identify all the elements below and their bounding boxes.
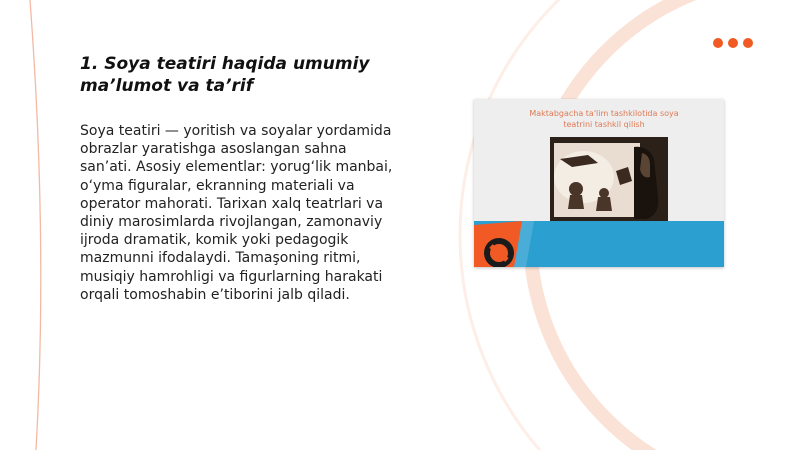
thumbnail-title-line: Maktabgacha ta'lim tashkilotida soya <box>529 109 679 118</box>
dot <box>713 38 723 48</box>
thumbnail-title <box>504 108 704 130</box>
body-line: Soya teatiri — yoritish va soyalar yordamida <box>80 123 392 139</box>
slide-body <box>80 122 416 304</box>
thumbnail-footer <box>474 221 724 267</box>
shadow-theatre-photo <box>550 137 668 221</box>
dots-menu-icon <box>713 38 753 48</box>
body-line: operator mahorati. Tarixan xalq teatrlari va <box>80 195 384 212</box>
body-line: mazmunni ifodalaydi. Tamaşoning ritmi, <box>80 250 361 267</box>
thumbnail-title-line: teatrini tashkil qilish <box>563 120 645 129</box>
dot <box>743 38 753 48</box>
slide-thumbnail <box>474 99 724 267</box>
body-line: musiqiy hamrohligi va figurlarning harakati <box>80 268 383 285</box>
dot <box>728 38 738 48</box>
slide-title-line: 1. Soya teatiri haqida umumiy <box>80 54 370 74</box>
body-line: o‘yma figuralar, ekranning materiali va <box>80 177 355 194</box>
body-line: diniy marosimlarda rivojlangan, zamonaviy <box>80 214 383 231</box>
slide-title <box>80 53 400 97</box>
body-line: orqali tomoshabin e’tiborini jalb qiladi. <box>80 286 350 303</box>
body-line: ijroda dramatik, komik yoki pedagogik <box>80 232 349 249</box>
body-line: san’ati. Asosiy elementlar: yorug‘lik manbai, <box>80 159 393 176</box>
body-line: obrazlar yaratishga asoslangan sahna <box>80 141 347 158</box>
slide-title-line: ma’lumot va ta’rif <box>80 76 254 96</box>
